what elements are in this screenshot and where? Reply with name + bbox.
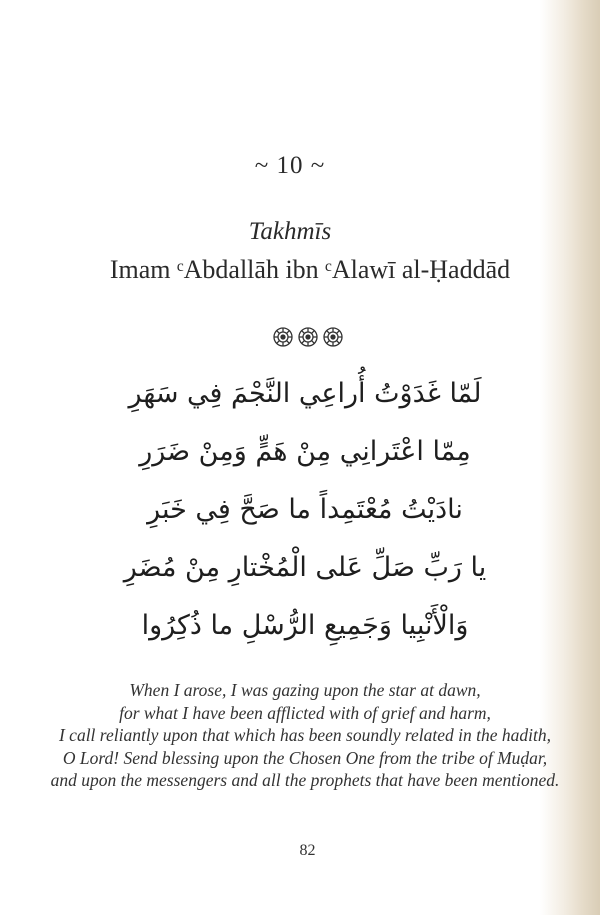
author-name: Imam ᶜAbdallāh ibn ᶜAlawī al-Ḥaddād	[109, 255, 511, 284]
page-number: 82	[299, 842, 316, 859]
translation-line-4: O Lord! Send blessing upon the Chosen One from the tribe of Muḍar,	[62, 747, 548, 768]
arabic-verse-3: نادَيْتُ مُعْتَمِداً ما صَحَّ فِي خَبَرِ	[147, 494, 463, 525]
translation-line-3: I call reliantly upon that which has been soundly related in the hadith,	[58, 725, 552, 745]
floral-ornament-icon	[272, 326, 344, 348]
translation-line-1: When I arose, I was gazing upon the star at dawn,	[129, 680, 481, 700]
poem-title: Takhmīs	[248, 218, 332, 245]
translation-line-2: for what I have been afflicted with of grief and harm,	[119, 702, 491, 723]
arabic-verse-4: يا رَبِّ صَلِّ عَلى الْمُخْتارِ مِنْ مُضَرِ	[123, 552, 487, 583]
chapter-number: ~ 10 ~	[254, 152, 326, 179]
english-translation	[30, 679, 580, 792]
arabic-verse-2: مِمّا اعْتَرانِي مِنْ هَمٍّ وَمِنْ ضَرَرِ	[139, 436, 471, 467]
translation-line-5: and upon the messengers and all the prophets that have been mentioned.	[50, 770, 560, 790]
arabic-verse-1: لَمّا غَدَوْتُ أُراعِي النَّجْمَ فِي سَهَرِ	[128, 378, 482, 409]
arabic-verse-5: وَالْأَنْبِيا وَجَمِيعِ الرُّسْلِ ما ذُكِرُوا	[141, 610, 469, 641]
